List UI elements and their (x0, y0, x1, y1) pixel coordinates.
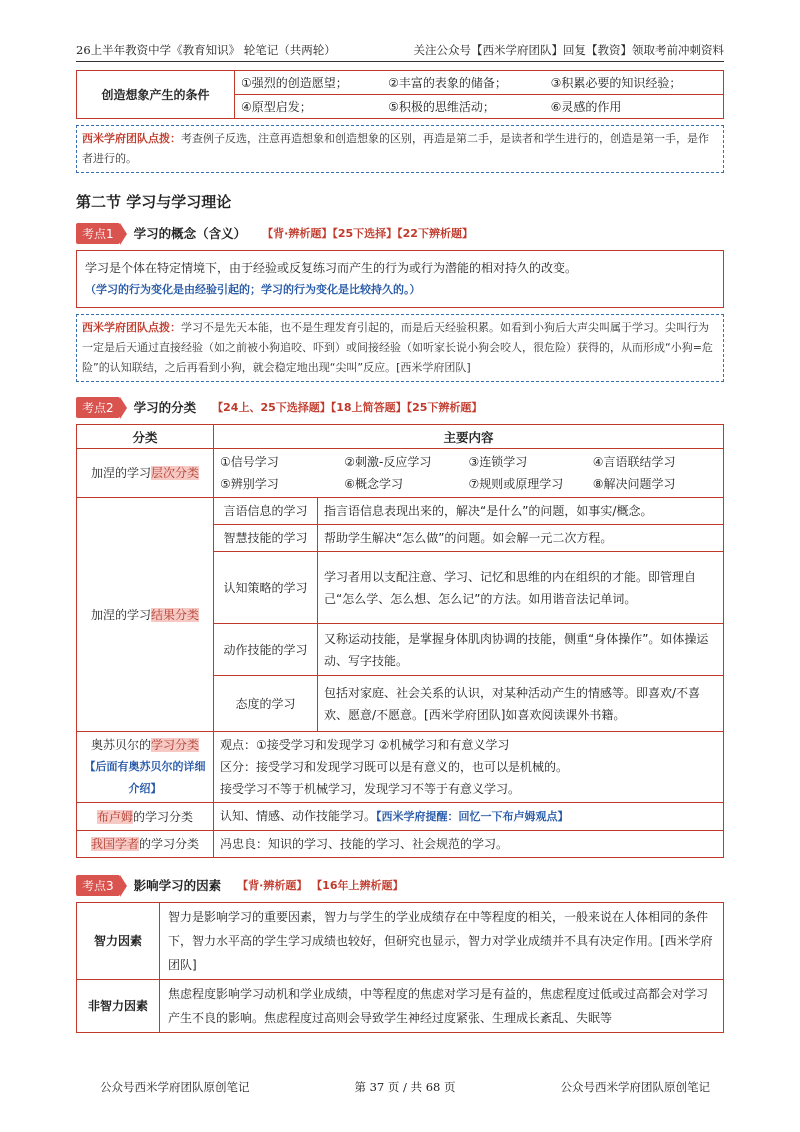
kp1-definition-box (76, 250, 724, 308)
factors-table (76, 902, 724, 1033)
tip-box-1 (76, 125, 724, 173)
tip-text: 学习不是先天本能，也不是生理发育引起的，而是后天经验积累。如看到小狗后大声尖叫属于学习。尖叫行为一定是后天通过直接经验（如之前被小狗追咬、吓到）或间接经验（如听家长说小狗会咬人，很危险）获得的，从而形成“小狗=危险”的认知联结，之后再看到小狗，就会稳定地出现“尖叫”反应。[西米学府团队] (82, 321, 713, 374)
condition-item: ③积累必要的知识经验； (545, 71, 724, 95)
result-type: 动作技能的学习 (214, 624, 318, 676)
page-footer (100, 1079, 710, 1095)
result-desc: 帮助学生解决“怎么做”的问题。如会解一元二次方程。 (318, 525, 724, 552)
section-title: 第二节 学习与学习理论 (76, 193, 232, 211)
result-desc: 指言语信息表现出来的，解决“是什么”的问题，如事实/概念。 (318, 498, 724, 525)
kp2-badge: 考点2 (76, 397, 120, 418)
tip-tag: 西米学府团队点拨： (82, 132, 181, 145)
condition-item: ②丰富的表象的储备； (382, 71, 545, 95)
tip-box-2 (76, 314, 724, 382)
condition-item: ⑥灵感的作用 (545, 95, 724, 119)
result-type: 言语信息的学习 (214, 498, 318, 525)
kp3-tags: 【背·辨析题】 【16年上辨析题】 (237, 879, 404, 892)
condition-item: ④原型启发； (235, 95, 383, 119)
footer-left: 公众号西米学府团队原创笔记 (100, 1080, 250, 1094)
page-header (76, 42, 724, 62)
level-item: ①信号学习 (220, 455, 279, 469)
kp1-definition: 学习是个体在特定情境下，由于经验或反复练习而产生的行为或行为潜能的相对持久的改变。 (85, 261, 578, 275)
classification-table (76, 424, 724, 858)
bloom-note: 【西米学府提醒：回忆一下布卢姆观点】 (376, 810, 569, 823)
footer-right: 公众号西米学府团队原创笔记 (560, 1080, 710, 1094)
kp1-note: （学习的行为变化是由经验引起的；学习的行为变化是比较持久的。） (85, 283, 421, 296)
header-right: 关注公众号【西米学府团队】回复【教资】领取考前冲刺资料 (413, 43, 724, 57)
conditions-table (76, 70, 724, 119)
gagne-results-label: 加涅的学习结果分类 (77, 498, 214, 732)
kp3-title: 影响学习的因素 (133, 878, 222, 893)
ausubel-note: 【后面有奥苏贝尔的详细介绍】 (84, 760, 206, 795)
header-left: 26上半年教资中学《教育知识》 轮笔记（共两轮） (76, 43, 336, 57)
bloom-content: 认知、情感、动作技能学习。【西米学府提醒：回忆一下布卢姆观点】 (214, 803, 724, 831)
kp2-tags: 【24上、25下选择题】【18上简答题】【25下辨析题】 (212, 401, 483, 414)
head-category: 分类 (77, 425, 214, 449)
ausubel-label: 奥苏贝尔的学习分类 【后面有奥苏贝尔的详细介绍】 (77, 732, 214, 803)
kp1-title: 学习的概念（含义） (133, 226, 247, 241)
condition-item: ①强烈的创造愿望； (235, 71, 383, 95)
kp1-tags: 【背·辨析题】【25下选择】【22下辨析题】 (262, 227, 473, 240)
gagne-levels-label: 加涅的学习层次分类 (77, 449, 214, 498)
chinese-content: 冯忠良：知识的学习、技能的学习、社会规范的学习。 (214, 831, 724, 858)
tip-tag: 西米学府团队点拨： (82, 321, 181, 334)
factor-label: 智力因素 (77, 903, 160, 980)
bloom-label: 布卢姆的学习分类 (77, 803, 214, 831)
result-desc: 又称运动技能，是掌握身体肌肉协调的技能，侧重“身体操作”。如体操运动、写字技能。 (318, 624, 724, 676)
kp3-heading (76, 874, 724, 896)
chinese-label: 我国学者的学习分类 (77, 831, 214, 858)
result-desc: 学习者用以支配注意、学习、记忆和思维的内在组织的才能。即管理自己“怎么学、怎么想、怎么记”的方法。如用谐音法记单词。 (318, 552, 724, 624)
ausubel-content: 观点：①接受学习和发现学习 ②机械学习和有意义学习 区分：接受学习和发现学习既可以是有意义的，也可以是机械的。 接受学习不等于机械学习，发现学习不等于有意义学习。 (214, 732, 724, 803)
factor-text: 焦虑程度影响学习动机和学业成绩，中等程度的焦虑对学习是有益的，焦虑程度过低或过高都会对学习产生不良的影响。焦虑程度过高则会导致学生神经过度紧张、生理成长紊乱、失眠等 (160, 980, 724, 1033)
result-desc: 包括对家庭、社会关系的认识，对某种活动产生的情感等。即喜欢/不喜欢、愿意/不愿意。[西米学府团队]如喜欢阅读课外书籍。 (318, 676, 724, 732)
level-item: ⑦规则或原理学习 (468, 477, 564, 491)
tip-text: 考查例子反选，注意再造想象和创造想象的区别，再造是第二手，是读者和学生进行的，创造是第一手，是作者进行的。 (82, 132, 709, 165)
level-item: ③连锁学习 (468, 455, 528, 469)
kp3-badge: 考点3 (76, 875, 120, 896)
level-item: ②刺激-反应学习 (344, 455, 432, 469)
level-item: ⑥概念学习 (344, 477, 404, 491)
head-content: 主要内容 (214, 425, 724, 449)
kp1-heading (76, 222, 724, 244)
result-type: 态度的学习 (214, 676, 318, 732)
gagne-levels-items (214, 449, 724, 498)
kp2-title: 学习的分类 (133, 400, 197, 415)
level-item: ⑧解决问题学习 (592, 477, 676, 491)
kp2-heading (76, 396, 724, 418)
factor-label: 非智力因素 (77, 980, 160, 1033)
page-content (76, 70, 724, 1033)
footer-page-number: 第 37 页 / 共 68 页 (354, 1080, 456, 1094)
result-type: 智慧技能的学习 (214, 525, 318, 552)
result-type: 认知策略的学习 (214, 552, 318, 624)
kp1-badge: 考点1 (76, 223, 120, 244)
condition-item: ⑤积极的思维活动； (382, 95, 545, 119)
level-item: ④言语联结学习 (592, 455, 676, 469)
factor-text: 智力是影响学习的重要因素，智力与学生的学业成绩存在中等程度的相关，一般来说在人体相同的条件下，智力水平高的学生学习成绩也较好，但研究也显示，智力对学业成绩并不具有决定作用。[西米学府团队] (160, 903, 724, 980)
level-item: ⑤辨别学习 (220, 477, 279, 491)
conditions-label: 创造想象产生的条件 (77, 71, 235, 119)
